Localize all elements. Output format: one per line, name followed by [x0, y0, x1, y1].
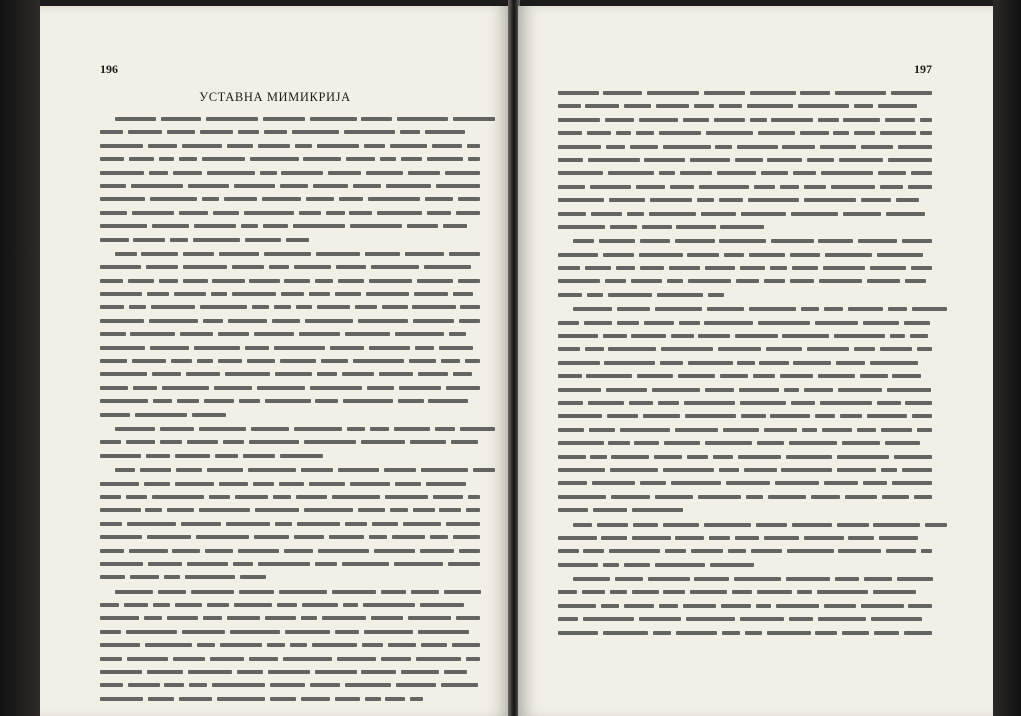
text-line	[558, 248, 932, 261]
text-line	[100, 557, 480, 570]
text-line	[558, 544, 932, 557]
text-line	[100, 503, 480, 516]
text-line	[558, 193, 932, 206]
text-line	[100, 206, 480, 219]
text-line	[100, 394, 480, 407]
text-line	[100, 287, 480, 300]
text-line	[100, 665, 480, 678]
left-paragraph	[100, 585, 480, 706]
text-line	[100, 381, 480, 394]
left-body-text	[100, 112, 480, 706]
page-number-left: 196	[100, 62, 118, 76]
text-line	[558, 369, 932, 382]
text-line	[558, 463, 932, 476]
text-line	[558, 86, 932, 99]
text-line	[558, 409, 932, 422]
chapter-heading: УСТАВНА МИМИКРИЈА	[199, 90, 351, 104]
text-line	[100, 354, 480, 367]
text-line	[100, 260, 480, 273]
text-line	[558, 288, 932, 301]
text-line	[100, 530, 480, 543]
text-line	[100, 233, 480, 246]
text-line	[558, 261, 932, 274]
text-line	[558, 329, 932, 342]
text-line	[100, 625, 480, 638]
text-line	[100, 692, 480, 705]
text-line	[100, 570, 480, 583]
text-line	[558, 612, 932, 625]
text-line	[100, 112, 480, 125]
text-line	[100, 463, 480, 476]
text-line	[100, 247, 480, 260]
right-paragraph	[558, 234, 932, 301]
text-line	[100, 152, 480, 165]
text-line	[100, 517, 480, 530]
text-line	[100, 435, 480, 448]
right-body-text	[558, 86, 932, 640]
text-line	[558, 316, 932, 329]
text-line	[558, 450, 932, 463]
text-line	[100, 598, 480, 611]
text-line	[100, 422, 480, 435]
text-line	[100, 477, 480, 490]
text-line	[558, 396, 932, 409]
text-line	[558, 436, 932, 449]
text-line	[100, 166, 480, 179]
text-line	[558, 302, 932, 315]
text-line	[558, 126, 932, 139]
right-paragraph	[558, 86, 932, 233]
text-line	[100, 139, 480, 152]
text-line	[558, 99, 932, 112]
text-line	[558, 153, 932, 166]
text-line	[558, 180, 932, 193]
text-line	[558, 383, 932, 396]
text-line	[558, 166, 932, 179]
text-line	[558, 274, 932, 287]
text-line	[558, 234, 932, 247]
text-line	[100, 314, 480, 327]
text-line	[100, 367, 480, 380]
text-line	[558, 599, 932, 612]
text-line	[558, 572, 932, 585]
text-line	[558, 490, 932, 503]
text-line	[558, 220, 932, 233]
right-paragraph	[558, 572, 932, 639]
text-line	[100, 341, 480, 354]
text-line	[100, 611, 480, 624]
left-paragraph	[100, 463, 480, 584]
book-edge-left	[0, 0, 40, 716]
text-line	[100, 408, 480, 421]
text-line	[558, 558, 932, 571]
text-line	[100, 652, 480, 665]
text-line	[100, 219, 480, 232]
text-line	[100, 125, 480, 138]
text-line	[558, 503, 932, 516]
text-line	[558, 356, 932, 369]
text-line	[558, 518, 932, 531]
text-line	[558, 531, 932, 544]
text-line	[100, 179, 480, 192]
text-line	[558, 423, 932, 436]
left-page	[40, 6, 510, 716]
book-edge-right	[993, 0, 1021, 716]
text-line	[558, 342, 932, 355]
text-line	[100, 449, 480, 462]
text-line	[558, 626, 932, 639]
text-line	[558, 113, 932, 126]
text-line	[100, 327, 480, 340]
text-line	[100, 585, 480, 598]
text-line	[558, 476, 932, 489]
right-paragraph	[558, 518, 932, 572]
left-paragraph	[100, 112, 480, 246]
text-line	[100, 300, 480, 313]
text-line	[558, 140, 932, 153]
text-line	[100, 638, 480, 651]
left-paragraph	[100, 422, 480, 462]
text-line	[100, 544, 480, 557]
text-line	[558, 585, 932, 598]
left-paragraph	[100, 247, 480, 421]
text-line	[100, 678, 480, 691]
text-line	[558, 207, 932, 220]
text-line	[100, 490, 480, 503]
text-line	[100, 192, 480, 205]
page-number-right: 197	[914, 62, 932, 76]
right-paragraph	[558, 302, 932, 516]
right-page	[518, 6, 994, 716]
text-line	[100, 274, 480, 287]
